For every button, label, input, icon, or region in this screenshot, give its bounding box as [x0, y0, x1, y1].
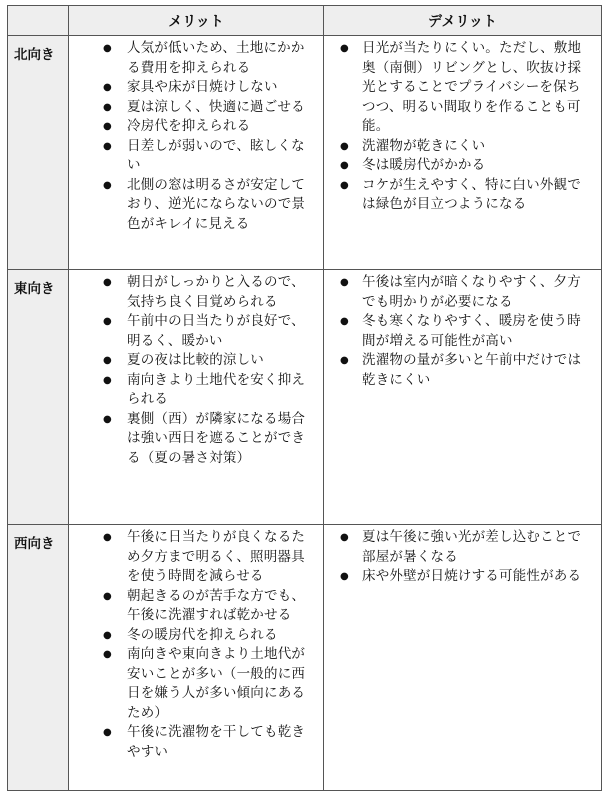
bullet-icon: ● — [103, 374, 112, 386]
table-row — [8, 525, 602, 791]
merit-cell — [69, 36, 324, 270]
bullet-icon: ● — [103, 629, 112, 641]
list-item: ● コケが生えやすく、特に白い外観では緑色が目立つようになる — [340, 176, 581, 212]
bullet-icon: ● — [103, 413, 112, 425]
list-item: ● 夏は午後に強い光が差し込むことで部屋が暑くなる — [340, 529, 582, 565]
bullet-icon: ● — [103, 727, 112, 738]
list-item: ● 南向きや東向きより土地代が安いことが多い（一般的に西日を嫌う人が多い傾向にあるため） — [103, 646, 306, 721]
bullet-icon: ● — [340, 571, 349, 582]
comparison-table — [7, 5, 602, 791]
bullet-icon: ● — [340, 160, 349, 171]
row-label: 東向き — [8, 270, 69, 525]
list-item: ● 午前中の日当たりが良好で、明るく、暖かい — [103, 313, 305, 349]
header-row — [8, 6, 602, 36]
list-item: ● 冷房代を抑えられる — [69, 117, 311, 137]
demerit-cell — [324, 270, 602, 525]
bullet-icon: ● — [340, 532, 349, 543]
list-item: ● 冬も寒くなりやすく、暖房を使う時間が増える可能性が高い — [340, 313, 581, 349]
list-item: ● 家具や床が日焼けしない — [69, 78, 311, 98]
bullet-icon: ● — [103, 121, 112, 132]
list-item: ● 朝日がしっかりと入るので、気持ち良く目覚められる — [103, 274, 305, 310]
list-item: ● 冬の暖房代を抑えられる — [69, 626, 311, 646]
bullet-icon: ● — [103, 43, 112, 54]
row-label: 西向き — [8, 525, 69, 791]
demerit-list — [324, 270, 601, 390]
header-corner — [8, 6, 69, 36]
merit-list — [69, 270, 323, 468]
list-item: ● 裏側（西）が隣家になる場合は強い西日を遮ることができる（夏の暑さ対策） — [103, 410, 306, 466]
merit-list — [69, 525, 323, 762]
merit-list — [69, 36, 323, 234]
bullet-icon: ● — [103, 590, 112, 602]
bullet-icon: ● — [103, 101, 112, 113]
bullet-icon: ● — [340, 140, 349, 152]
demerit-cell — [324, 36, 602, 270]
header-demerit: デメリット — [324, 6, 602, 36]
bullet-icon: ● — [103, 277, 112, 288]
list-item: ● 午後に洗濯物を干しても乾きやすい — [103, 724, 306, 760]
list-item: ● 午後に日当たりが良くなるため夕方まで明るく、照明器具を使う時間を減らせる — [103, 529, 306, 584]
list-item: ● 床や外壁が日焼けする可能性がある — [324, 567, 589, 587]
bullet-icon: ● — [340, 43, 349, 54]
bullet-icon: ● — [340, 355, 349, 366]
table-row — [8, 36, 602, 270]
demerit-list — [324, 36, 601, 215]
list-item: ● 午後は室内が暗くなりやすく、夕方でも明かりが必要になる — [340, 274, 581, 310]
list-item: ● 洗濯物が乾きにくい — [324, 137, 589, 157]
merit-cell — [69, 525, 324, 791]
list-item: ● 朝起きるのが苦手な方でも、午後に洗濯すれば乾かせる — [103, 587, 306, 623]
list-item: ● 北側の窓は明るさが安定しており、逆光にならないので景色がキレイに見える — [103, 176, 306, 232]
list-item: ● 人気が低いため、土地にかかる費用を抑えられる — [103, 40, 305, 76]
bullet-icon: ● — [340, 316, 349, 327]
list-item: ● 夏は涼しく、快適に過ごせる — [69, 98, 311, 118]
bullet-icon: ● — [103, 179, 112, 191]
bullet-icon: ● — [103, 316, 112, 327]
demerit-cell — [324, 525, 602, 791]
list-item: ● 日光が当たりにくい。ただし、敷地奥（南側）リビングとし、吹抜け採光とすることでプライバシーを保ちつつ、明るい間取りを作ることも可能。 — [340, 40, 582, 134]
list-item: ● 冬は暖房代がかかる — [324, 156, 589, 176]
row-label: 北向き — [8, 36, 69, 270]
list-item: ● 洗濯物の量が多いと午前中だけでは乾きにくい — [340, 352, 582, 388]
bullet-icon: ● — [103, 649, 112, 660]
header-merit: メリット — [69, 6, 324, 36]
list-item: ● 夏の夜は比較的涼しい — [69, 351, 311, 371]
bullet-icon: ● — [103, 532, 112, 543]
bullet-icon: ● — [103, 140, 112, 152]
bullet-icon: ● — [340, 277, 349, 288]
bullet-icon: ● — [103, 82, 112, 93]
list-item: ● 南向きより土地代を安く抑えられる — [103, 371, 306, 407]
list-item: ● 日差しが弱いので、眩しくない — [103, 137, 305, 173]
bullet-icon: ● — [103, 355, 112, 366]
demerit-list — [324, 525, 601, 587]
bullet-icon: ● — [340, 179, 349, 191]
table-row — [8, 270, 602, 525]
merit-cell — [69, 270, 324, 525]
